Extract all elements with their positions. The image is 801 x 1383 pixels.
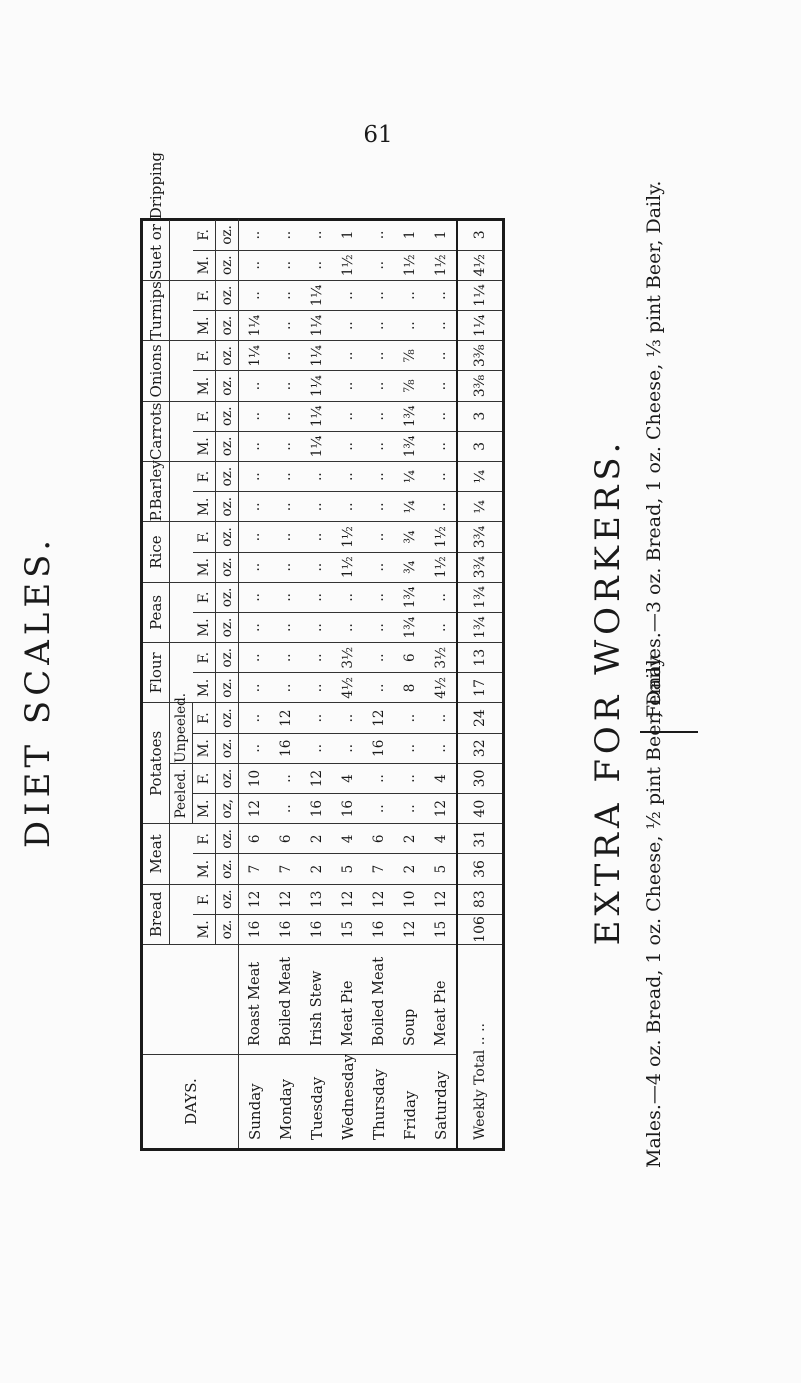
total-value-cell: 30 <box>457 763 504 793</box>
value-cell: 1 <box>394 220 425 250</box>
value-cell: .. <box>425 431 457 461</box>
value-cell: .. <box>363 763 394 793</box>
value-cell: ¾ <box>394 552 425 582</box>
value-cell: 4 <box>332 824 363 854</box>
value-cell: 2 <box>301 854 332 884</box>
value-cell: 1¼ <box>301 341 332 371</box>
value-cell: 12 <box>363 884 394 914</box>
extra-divider <box>640 731 698 733</box>
value-cell: .. <box>394 280 425 310</box>
value-cell: 1¾ <box>394 612 425 642</box>
value-cell: 6 <box>394 643 425 673</box>
sex-header: F. <box>193 280 216 310</box>
day-cell: Sunday <box>239 1055 271 1150</box>
total-value-cell: 3 <box>457 431 504 461</box>
dish-cell: Roast Meat <box>239 945 271 1055</box>
value-cell: .. <box>301 733 332 763</box>
value-cell: .. <box>270 552 301 582</box>
males-extra-note: Males.—4 oz. Bread, 1 oz. Cheese, ½ pint Beer, Daily. <box>643 652 665 1168</box>
total-value-cell: 24 <box>457 703 504 733</box>
unit-header: oz. <box>216 522 239 552</box>
sex-header: F. <box>193 763 216 793</box>
value-cell: 1¼ <box>301 401 332 431</box>
extra-for-workers-title: EXTRA FOR WORKERS. <box>588 437 628 946</box>
day-cell: Monday <box>270 1055 301 1150</box>
value-cell: .. <box>239 643 271 673</box>
value-cell: .. <box>301 522 332 552</box>
unit-header: oz. <box>216 341 239 371</box>
value-cell: 7 <box>270 854 301 884</box>
diet-scales-table <box>140 152 505 1151</box>
value-cell: 6 <box>239 824 271 854</box>
value-cell: 10 <box>394 884 425 914</box>
value-cell: .. <box>270 763 301 793</box>
value-cell: .. <box>332 431 363 461</box>
value-cell: .. <box>270 492 301 522</box>
table-row <box>301 220 332 1150</box>
value-cell: .. <box>363 220 394 250</box>
value-cell: .. <box>301 220 332 250</box>
value-cell: .. <box>394 703 425 733</box>
value-cell: 12 <box>239 884 271 914</box>
total-value-cell: 31 <box>457 824 504 854</box>
value-cell: .. <box>425 612 457 642</box>
value-cell: .. <box>363 250 394 280</box>
value-cell: 7 <box>239 854 271 884</box>
value-cell: 5 <box>332 854 363 884</box>
blank-subheader <box>170 884 193 944</box>
value-cell: 16 <box>270 733 301 763</box>
table-row <box>425 220 457 1150</box>
food-header-suet-or-dripping: Suet or Dripping <box>142 220 170 280</box>
value-cell: ⅞ <box>394 371 425 401</box>
value-cell: 16 <box>363 733 394 763</box>
unit-header: oz. <box>216 492 239 522</box>
value-cell: .. <box>239 371 271 401</box>
value-cell: .. <box>425 461 457 491</box>
females-extra-note: Females.—3 oz. Bread, 1 oz. Cheese, ⅓ pint Beer, Daily. <box>643 180 665 718</box>
value-cell: .. <box>425 703 457 733</box>
value-cell: 16 <box>332 794 363 824</box>
value-cell: 13 <box>301 884 332 914</box>
blank-subheader <box>170 461 193 521</box>
value-cell: .. <box>363 341 394 371</box>
unit-header: oz. <box>216 854 239 884</box>
total-value-cell: 1¾ <box>457 582 504 612</box>
value-cell: .. <box>363 311 394 341</box>
blank-subheader <box>170 280 193 340</box>
dish-cell: Irish Stew <box>301 945 332 1055</box>
value-cell: .. <box>239 733 271 763</box>
value-cell: 1½ <box>394 250 425 280</box>
value-cell: .. <box>270 401 301 431</box>
food-group-header-row <box>142 220 170 1150</box>
unit-header: oz. <box>216 371 239 401</box>
value-cell: .. <box>363 461 394 491</box>
value-cell: .. <box>363 401 394 431</box>
value-cell: .. <box>363 280 394 310</box>
value-cell: 1½ <box>425 250 457 280</box>
value-cell: 4½ <box>332 673 363 703</box>
value-cell: 12 <box>394 914 425 944</box>
sex-header: F. <box>193 582 216 612</box>
unit-header: oz. <box>216 431 239 461</box>
sex-header: M. <box>193 552 216 582</box>
unit-header: oz. <box>216 401 239 431</box>
day-cell: Saturday <box>425 1055 457 1150</box>
value-cell: .. <box>270 582 301 612</box>
sex-header: M. <box>193 854 216 884</box>
potato-subheader: Unpeeled. <box>170 703 193 763</box>
sex-header: M. <box>193 311 216 341</box>
value-cell: .. <box>363 612 394 642</box>
value-cell: .. <box>332 733 363 763</box>
dish-cell: Soup <box>394 945 425 1055</box>
value-cell: .. <box>425 401 457 431</box>
unit-header: oz. <box>216 461 239 491</box>
total-value-cell: 83 <box>457 884 504 914</box>
value-cell: .. <box>301 552 332 582</box>
sex-header: F. <box>193 703 216 733</box>
value-cell: .. <box>270 371 301 401</box>
unit-header: oz. <box>216 552 239 582</box>
value-cell: 8 <box>394 673 425 703</box>
value-cell: ⅞ <box>394 341 425 371</box>
total-value-cell: 32 <box>457 733 504 763</box>
value-cell: .. <box>301 492 332 522</box>
value-cell: .. <box>363 492 394 522</box>
food-header-bread: Bread <box>142 884 170 944</box>
total-value-cell: 1¼ <box>457 280 504 310</box>
value-cell: .. <box>363 371 394 401</box>
sex-header: M. <box>193 612 216 642</box>
diet-table-body <box>239 220 504 1150</box>
value-cell: .. <box>394 311 425 341</box>
blank-subheader <box>170 401 193 461</box>
value-cell: .. <box>239 431 271 461</box>
value-cell: 1¼ <box>301 280 332 310</box>
table-row <box>270 220 301 1150</box>
value-cell: .. <box>239 612 271 642</box>
food-header-rice: Rice <box>142 522 170 582</box>
value-cell: .. <box>270 612 301 642</box>
value-cell: .. <box>332 311 363 341</box>
value-cell: .. <box>332 492 363 522</box>
value-cell: .. <box>270 250 301 280</box>
sex-header: M. <box>193 250 216 280</box>
value-cell: 12 <box>425 794 457 824</box>
value-cell: .. <box>332 461 363 491</box>
sex-header: F. <box>193 884 216 914</box>
value-cell: .. <box>301 582 332 612</box>
food-header-potatoes: Potatoes <box>142 703 170 824</box>
value-cell: .. <box>301 643 332 673</box>
total-value-cell: 3¾ <box>457 552 504 582</box>
value-cell: 4½ <box>425 673 457 703</box>
value-cell: .. <box>270 794 301 824</box>
sex-header: F. <box>193 643 216 673</box>
sex-header: F. <box>193 824 216 854</box>
value-cell: 16 <box>301 794 332 824</box>
value-cell: .. <box>363 431 394 461</box>
total-value-cell: 1¾ <box>457 612 504 642</box>
unit-header: oz. <box>216 703 239 733</box>
value-cell: 16 <box>239 914 271 944</box>
value-cell: .. <box>270 431 301 461</box>
value-cell: .. <box>239 703 271 733</box>
food-header-peas: Peas <box>142 582 170 642</box>
value-cell: .. <box>363 552 394 582</box>
total-value-cell: 106 <box>457 914 504 944</box>
total-value-cell: 40 <box>457 794 504 824</box>
value-cell: .. <box>270 643 301 673</box>
diet-scales-title: DIET SCALES. <box>18 534 58 849</box>
value-cell: .. <box>239 280 271 310</box>
unit-header: oz. <box>216 733 239 763</box>
value-cell: .. <box>239 582 271 612</box>
food-header-meat: Meat <box>142 824 170 884</box>
food-header-flour: Flour <box>142 643 170 703</box>
value-cell: 12 <box>270 884 301 914</box>
value-cell: 4 <box>425 824 457 854</box>
value-cell: 12 <box>270 703 301 733</box>
unit-header: oz. <box>216 280 239 310</box>
blank-subheader <box>170 522 193 582</box>
value-cell: .. <box>270 673 301 703</box>
value-cell: .. <box>425 341 457 371</box>
value-cell: .. <box>425 582 457 612</box>
value-cell: 12 <box>332 884 363 914</box>
value-cell: ¼ <box>394 492 425 522</box>
unit-header: oz. <box>216 643 239 673</box>
value-cell: .. <box>394 763 425 793</box>
value-cell: .. <box>332 703 363 733</box>
total-value-cell: 3 <box>457 401 504 431</box>
sex-header: M. <box>193 914 216 944</box>
total-value-cell: 3⅜ <box>457 341 504 371</box>
value-cell: 2 <box>394 824 425 854</box>
value-cell: .. <box>332 401 363 431</box>
value-cell: 16 <box>270 914 301 944</box>
sex-header: F. <box>193 522 216 552</box>
unit-header: oz. <box>216 612 239 642</box>
blank-subheader <box>170 824 193 884</box>
potato-subheader: Peeled. <box>170 763 193 823</box>
value-cell: .. <box>239 401 271 431</box>
value-cell: .. <box>239 522 271 552</box>
sex-header: M. <box>193 673 216 703</box>
value-cell: 1½ <box>332 250 363 280</box>
food-header-turnips: Turnips <box>142 280 170 340</box>
value-cell: .. <box>270 461 301 491</box>
unit-header: oz. <box>216 250 239 280</box>
unit-header: oz. <box>216 673 239 703</box>
value-cell: .. <box>425 311 457 341</box>
value-cell: 1¼ <box>239 341 271 371</box>
days-header: DAYS. <box>142 1055 239 1150</box>
food-header-carrots: Carrots <box>142 401 170 461</box>
total-value-cell: 36 <box>457 854 504 884</box>
value-cell: .. <box>332 280 363 310</box>
value-cell: .. <box>239 492 271 522</box>
value-cell: 15 <box>425 914 457 944</box>
unit-header: oz. <box>216 763 239 793</box>
value-cell: 12 <box>301 763 332 793</box>
value-cell: 1½ <box>332 552 363 582</box>
value-cell: .. <box>301 250 332 280</box>
value-cell: 12 <box>425 884 457 914</box>
dish-cell: Meat Pie <box>425 945 457 1055</box>
day-cell: Tuesday <box>301 1055 332 1150</box>
sex-header: M. <box>193 431 216 461</box>
value-cell: 1 <box>332 220 363 250</box>
value-cell: 1½ <box>425 522 457 552</box>
value-cell: 1 <box>425 220 457 250</box>
total-value-cell: 3 <box>457 220 504 250</box>
table-row <box>239 220 271 1150</box>
total-value-cell: 3¾ <box>457 522 504 552</box>
sex-header: M. <box>193 733 216 763</box>
value-cell: 16 <box>301 914 332 944</box>
unit-header: oz. <box>216 582 239 612</box>
value-cell: 12 <box>363 703 394 733</box>
value-cell: 6 <box>363 824 394 854</box>
total-value-cell: ¼ <box>457 461 504 491</box>
unit-header: oz. <box>216 914 239 944</box>
dish-cell: Boiled Meat <box>270 945 301 1055</box>
sex-header: M. <box>193 371 216 401</box>
total-value-cell: 4½ <box>457 250 504 280</box>
value-cell: 10 <box>239 763 271 793</box>
value-cell: 4 <box>425 763 457 793</box>
value-cell: 4 <box>332 763 363 793</box>
value-cell: 1¾ <box>394 431 425 461</box>
sex-header: F. <box>193 401 216 431</box>
table-row <box>332 220 363 1150</box>
value-cell: .. <box>270 341 301 371</box>
value-cell: 1¼ <box>301 431 332 461</box>
unit-header: oz. <box>216 220 239 250</box>
unit-header: oz. <box>216 824 239 854</box>
day-cell: Wednesday <box>332 1055 363 1150</box>
value-cell: 1¾ <box>394 401 425 431</box>
value-cell: ¾ <box>394 522 425 552</box>
table-row <box>394 220 425 1150</box>
dish-cell: Boiled Meat <box>363 945 394 1055</box>
value-cell: 1¾ <box>394 582 425 612</box>
blank-subheader <box>170 582 193 642</box>
food-header-p-barley: P.Barley <box>142 461 170 521</box>
value-cell: ¼ <box>394 461 425 491</box>
table-row <box>363 220 394 1150</box>
page-number: 61 <box>363 122 393 148</box>
value-cell: .. <box>270 220 301 250</box>
value-cell: 1¼ <box>239 311 271 341</box>
weekly-total-row <box>457 220 504 1150</box>
value-cell: .. <box>239 250 271 280</box>
value-cell: .. <box>239 673 271 703</box>
total-value-cell: 17 <box>457 673 504 703</box>
value-cell: .. <box>239 461 271 491</box>
value-cell: .. <box>425 280 457 310</box>
value-cell: .. <box>301 461 332 491</box>
value-cell: .. <box>270 522 301 552</box>
value-cell: .. <box>332 371 363 401</box>
value-cell: .. <box>363 794 394 824</box>
sex-header: F. <box>193 341 216 371</box>
value-cell: 1½ <box>425 552 457 582</box>
value-cell: .. <box>394 733 425 763</box>
value-cell: .. <box>301 612 332 642</box>
total-value-cell: 3⅜ <box>457 371 504 401</box>
blank-subheader <box>170 220 193 280</box>
value-cell: 2 <box>394 854 425 884</box>
value-cell: .. <box>363 643 394 673</box>
value-cell: 16 <box>363 914 394 944</box>
value-cell: .. <box>363 522 394 552</box>
total-value-cell: ¼ <box>457 492 504 522</box>
value-cell: .. <box>239 552 271 582</box>
sex-header: F. <box>193 220 216 250</box>
value-cell: .. <box>270 311 301 341</box>
food-header-onions: Onions <box>142 341 170 401</box>
total-value-cell: 1¼ <box>457 311 504 341</box>
sex-header: F. <box>193 461 216 491</box>
weekly-total-label: Weekly Total .. .. <box>457 945 504 1150</box>
value-cell: 15 <box>332 914 363 944</box>
unit-header: oz, <box>216 794 239 824</box>
sex-header: M. <box>193 492 216 522</box>
unit-header: oz. <box>216 884 239 914</box>
dish-header <box>142 945 239 1055</box>
value-cell: 12 <box>239 794 271 824</box>
unit-header: oz. <box>216 311 239 341</box>
value-cell: .. <box>425 733 457 763</box>
value-cell: 5 <box>425 854 457 884</box>
value-cell: .. <box>363 673 394 703</box>
sex-header: M. <box>193 794 216 824</box>
value-cell: .. <box>363 582 394 612</box>
value-cell: .. <box>425 371 457 401</box>
value-cell: .. <box>394 794 425 824</box>
dish-cell: Meat Pie <box>332 945 363 1055</box>
day-cell: Friday <box>394 1055 425 1150</box>
value-cell: 1½ <box>332 522 363 552</box>
value-cell: 7 <box>363 854 394 884</box>
value-cell: .. <box>332 341 363 371</box>
value-cell: 1¼ <box>301 311 332 341</box>
value-cell: .. <box>239 220 271 250</box>
value-cell: 1¼ <box>301 371 332 401</box>
value-cell: 2 <box>301 824 332 854</box>
value-cell: .. <box>301 673 332 703</box>
total-value-cell: 13 <box>457 643 504 673</box>
value-cell: .. <box>332 582 363 612</box>
value-cell: .. <box>425 492 457 522</box>
value-cell: 3½ <box>332 643 363 673</box>
value-cell: .. <box>270 280 301 310</box>
value-cell: .. <box>332 612 363 642</box>
value-cell: 6 <box>270 824 301 854</box>
day-cell: Thursday <box>363 1055 394 1150</box>
value-cell: .. <box>301 703 332 733</box>
blank-subheader <box>170 341 193 401</box>
value-cell: 3½ <box>425 643 457 673</box>
